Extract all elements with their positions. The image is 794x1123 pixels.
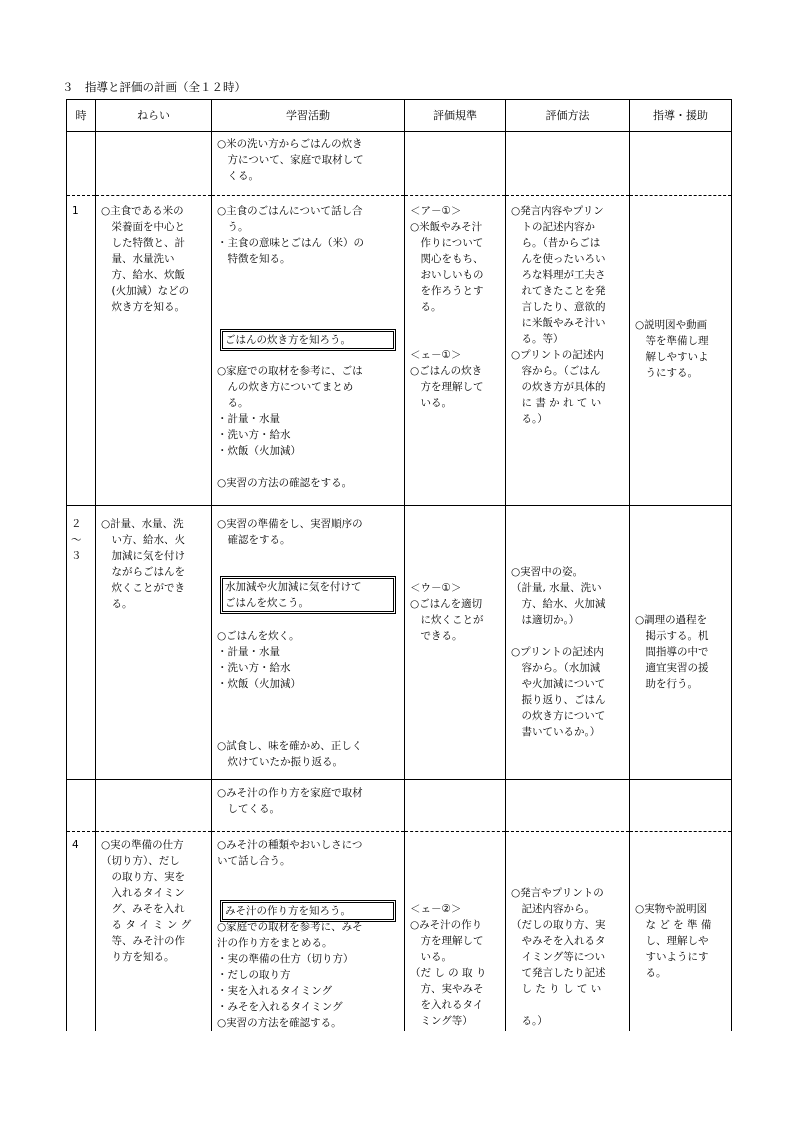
text-line: ・計量・水量: [217, 646, 280, 658]
aim-cell: [96, 832, 211, 1031]
text-line: ○米の洗い方からごはんの炊き: [217, 138, 363, 150]
text-line: ・炊飯（火加減）: [217, 445, 301, 457]
text-line: ・計量・水量: [217, 413, 280, 425]
text-line: 関心をもち、: [410, 253, 484, 265]
text-line: 容から。（水加減: [511, 662, 601, 674]
support-cell: [630, 196, 731, 505]
text-line: トの記述内容か: [511, 221, 595, 233]
text-line: ○主食のごはんについて話し合: [217, 205, 363, 217]
text-line: イミング等につい: [511, 951, 606, 963]
method-cell: [506, 196, 629, 505]
method-cell: [506, 506, 629, 779]
header-activity: 学習活動: [212, 100, 405, 132]
activity-goal-box: 水加減や火加減に気を付けて ごはんを炊こう。: [220, 576, 396, 614]
table-row: [67, 506, 732, 780]
text-line: すいようにす: [635, 951, 709, 963]
text-line: ○実物や説明図: [635, 903, 708, 915]
text-line: 等、みそ汁の作: [101, 935, 185, 947]
text-line: （計量, 水量、洗い: [511, 582, 602, 594]
text-line: 間指導の中で: [635, 646, 709, 658]
text-line: 特徴を知る。: [217, 253, 291, 265]
text-line: 炊き方を知る。: [101, 301, 185, 313]
text-line: る。: [217, 397, 249, 409]
text-line: に 書 か れ て い: [511, 397, 602, 409]
text-line: ・実を入れるタイミング: [217, 985, 333, 997]
support-cell: [630, 832, 731, 1031]
text-line: ら。（昔からごは: [511, 237, 601, 249]
text-line: 掲示する。机: [635, 630, 709, 642]
text-line: の炊き方が具体的: [511, 381, 606, 393]
header-aim: ねらい: [96, 100, 212, 132]
text-line: んを使ったいろい: [511, 253, 606, 265]
text-line: ○実習の方法を確認する。: [217, 1017, 342, 1029]
table-row: [67, 196, 732, 506]
text-line: ○みそ汁の作り: [410, 919, 483, 931]
header-support: 指導・援助: [630, 100, 732, 132]
text-line: してくる。: [217, 803, 280, 815]
text-line: [217, 459, 401, 475]
text-line: 栄養面を中心と: [101, 221, 185, 233]
table-row: [67, 832, 732, 1032]
text-line: れてきたことを発: [511, 285, 606, 297]
text-line: 言したり、意欲的: [511, 301, 606, 313]
text-line: いる。: [410, 951, 452, 963]
text-line: ○発言内容やプリン: [511, 205, 604, 217]
text-line: ろな料理が工夫さ: [511, 269, 606, 281]
text-line: 振り返り、ごはん: [511, 694, 606, 706]
text-line: [511, 628, 626, 644]
header-method: 評価方法: [506, 100, 630, 132]
activity-goal-box: みそ汁の作り方を知ろう。: [220, 900, 396, 922]
text-line: 方、実やみそ: [410, 983, 484, 995]
aim-cell: [96, 196, 211, 505]
text-line: る。）: [511, 1015, 548, 1027]
text-line: おいしいもの: [410, 269, 484, 281]
text-line: な ど を 準 備: [635, 919, 712, 931]
header-criteria: 評価規準: [405, 100, 506, 132]
text-line: 確認をする。: [217, 534, 291, 546]
text-line: 汁の作り方をまとめる。: [217, 937, 333, 949]
text-line: うにする。: [635, 367, 698, 379]
text-line: ○計量、水量、洗: [101, 518, 184, 530]
text-line: やみそを入れるタ: [511, 935, 606, 947]
text-line: 量、水量洗い: [101, 253, 175, 265]
time-label: 1: [72, 205, 79, 217]
text-line: ○試食し、味を確かめ、正しく: [217, 740, 363, 752]
text-line: ○みそ汁の作り方を家庭で取材: [217, 787, 363, 799]
text-line: （だしの取り方、実: [511, 919, 606, 931]
text-line: る。等）: [511, 333, 564, 345]
text-line: ３: [71, 550, 82, 562]
text-line: ・炊飯（火加減）: [217, 678, 301, 690]
text-line: し た り し て い: [511, 983, 602, 995]
text-line: の取り方、実を: [101, 871, 185, 883]
text-line: し、理解しや: [635, 935, 709, 947]
text-line: ○発言やプリントの: [511, 887, 604, 899]
text-line: う。: [217, 221, 249, 233]
text-line: （切り方）、だし: [101, 855, 180, 867]
text-line: ○ごはんを炊く。: [217, 630, 300, 642]
text-line: んの炊き方についてまとめ: [217, 381, 354, 393]
header-time: 時: [67, 100, 96, 132]
text-line: ＜ア－①＞: [410, 205, 462, 217]
text-line: 方を理解して: [410, 935, 484, 947]
text-line: いて話し合う。: [217, 855, 291, 867]
text-line: ○説明図や動画: [635, 319, 708, 331]
text-line: ＜ェ－②＞: [410, 903, 462, 915]
text-line: に炊くことが: [410, 614, 484, 626]
text-line: ～: [71, 534, 82, 546]
text-line: て発言したり記述: [511, 967, 606, 979]
text-line: ・洗い方・給水: [217, 662, 291, 674]
text-line: くる。: [217, 170, 259, 182]
text-line: ○実習の方法の確認をする。: [217, 477, 353, 489]
text-line: ○ごはんを適切: [410, 598, 483, 610]
text-line: を入れるタイ: [410, 999, 484, 1011]
text-line: グ、みそを入れ: [101, 903, 185, 915]
text-line: 入れるタイミン: [101, 887, 185, 899]
text-line: い方、給水、火: [101, 534, 185, 546]
text-line: ○プリントの記述内: [511, 349, 604, 361]
activity-cell: [212, 780, 404, 831]
plan-table: [66, 99, 732, 1031]
text-line: 作りについて: [410, 237, 484, 249]
text-line: ○調理の過程を: [635, 614, 708, 626]
table-row: [67, 132, 732, 196]
text-line: は適切か。）: [511, 614, 580, 626]
activity-goal-box: ごはんの炊き方を知ろう。: [220, 329, 396, 351]
text-line: した特徴と、計: [101, 237, 185, 249]
text-line: 助を行う。: [635, 678, 698, 690]
text-line: 容から。（ごはん: [511, 365, 601, 377]
text-line: ○実の準備の仕方: [101, 839, 184, 851]
text-line: ○主食である米の: [101, 205, 184, 217]
text-line: ＜ェ－①＞: [410, 349, 462, 361]
text-line: ・だしの取り方: [217, 969, 291, 981]
text-line: 適宜実習の援: [635, 662, 709, 674]
text-line: 記述内容から。: [511, 903, 595, 915]
text-line: （だ し の 取 り: [410, 967, 487, 979]
text-line: ＜ウ－①＞: [410, 582, 462, 594]
text-line: り方を知る。: [101, 951, 175, 963]
method-cell: [506, 832, 629, 1031]
text-line: る タ イ ミ ン グ: [101, 919, 192, 931]
text-line: ○ごはんの炊き: [410, 365, 483, 377]
text-line: を作ろうとす: [410, 285, 484, 297]
activity-cell: [212, 506, 404, 779]
text-line: ・みそを入れるタイミング: [217, 1001, 343, 1013]
text-line: ○実習の準備をし、実習順序の: [217, 518, 363, 530]
text-line: ・洗い方・給水: [217, 429, 291, 441]
text-line: の炊き方について: [511, 710, 606, 722]
text-line: 書いているか。）: [511, 726, 601, 738]
text-line: 方、給水、火加減: [511, 598, 606, 610]
activity-cell: [212, 196, 404, 505]
text-line: 方について、家庭で取材して: [217, 154, 364, 166]
text-line: ○プリントの記述内: [511, 646, 604, 658]
page-title: ３ 指導と評価の計画（全１２時）: [62, 80, 246, 94]
activity-cell: [212, 132, 404, 195]
text-line: いる。: [410, 397, 452, 409]
text-line: る。）: [511, 413, 548, 425]
text-line: 方、給水、炊飯: [101, 269, 185, 281]
text-line: (火加減）などの: [101, 285, 190, 297]
text-line: ○米飯やみそ汁: [410, 221, 483, 233]
text-line: できる。: [410, 630, 463, 642]
time-label: 4: [72, 839, 79, 851]
text-line: 等を準備し理: [635, 335, 709, 347]
text-line: に米飯やみそ汁い: [511, 317, 606, 329]
text-line: 加減に気を付け: [101, 550, 185, 562]
table-row: [67, 780, 732, 832]
text-line: ○みそ汁の種類やおいしさにつ: [217, 839, 363, 851]
header-row: [67, 100, 732, 132]
activity-cell: [212, 832, 404, 1031]
text-line: る。: [101, 598, 133, 610]
text-line: ・主食の意味とごはん（米）の: [217, 237, 364, 249]
time-label: [71, 516, 92, 564]
text-line: ○家庭での取材を参考に、みそ: [217, 921, 363, 933]
text-line: や火加減について: [511, 678, 606, 690]
text-line: 方を理解して: [410, 381, 484, 393]
criteria-cell: [405, 832, 505, 1031]
text-line: ・実の準備の仕方（切り方）: [217, 953, 354, 965]
text-line: ながらごはんを: [101, 566, 185, 578]
text-line: [511, 997, 626, 1013]
criteria-cell: [405, 506, 505, 779]
text-line: ２: [71, 518, 82, 530]
criteria-cell: [405, 196, 505, 505]
support-cell: [630, 506, 731, 779]
text-line: ミング等）: [410, 1015, 473, 1027]
text-line: 炊くことができ: [101, 582, 185, 594]
aim-cell: [96, 506, 211, 779]
text-line: る。: [410, 301, 442, 313]
text-line: ○実習中の姿。: [511, 566, 584, 578]
text-line: ○家庭での取材を参考に、ごは: [217, 365, 363, 377]
text-line: 炊けていたか振り返る。: [217, 756, 343, 768]
text-line: る。: [635, 967, 667, 979]
text-line: 解しやすいよ: [635, 351, 709, 363]
